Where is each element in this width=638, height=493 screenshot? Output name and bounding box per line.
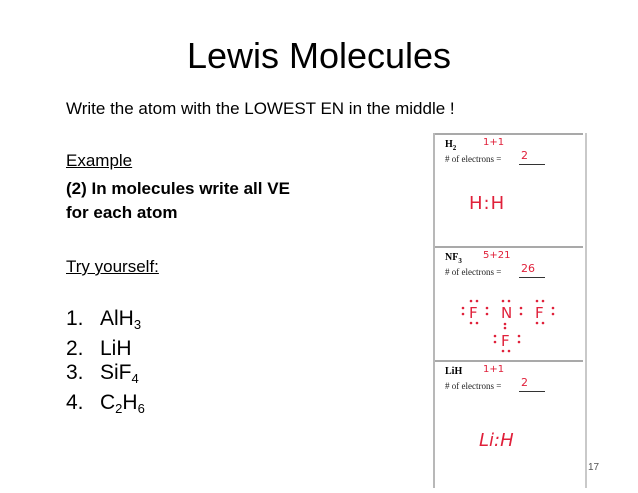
worksheet-formula: $H_2$ — [445, 139, 457, 152]
electrons-value: 2 — [521, 376, 528, 389]
worksheet-box-nf3 — [435, 246, 583, 361]
list-item — [66, 307, 145, 337]
fluorine-right: F — [535, 304, 544, 322]
formula: $C_2H_6$ — [100, 391, 145, 416]
electrons-label: # of electrons = — [445, 267, 502, 277]
exercise-list — [66, 307, 145, 421]
lewis-structure-h2: H:H — [469, 193, 506, 214]
electrons-label: # of electrons = — [445, 154, 502, 164]
handwritten-note: 1+1 — [483, 137, 505, 148]
slide-title: Lewis Molecules — [186, 35, 452, 76]
nitrogen-center: N — [501, 304, 513, 322]
formula: LiH — [100, 337, 132, 360]
list-item — [66, 337, 145, 361]
fluorine-left: F — [469, 304, 478, 322]
instruction-text: Write the atom with the LOWEST EN in the middle ! — [66, 99, 455, 118]
worksheet-box-h2 — [435, 133, 583, 247]
example-line-2: for each atom — [66, 203, 178, 222]
list-number: 1. — [66, 307, 84, 330]
lewis-structure-lih: Li:H — [479, 430, 514, 451]
handwritten-note: 1+1 — [483, 364, 505, 375]
answer-underline — [519, 277, 545, 278]
list-item — [66, 361, 145, 391]
answer-underline — [519, 391, 545, 392]
lewis-structure-nf3 — [455, 288, 565, 358]
example-label: Example — [66, 151, 133, 170]
handwritten-note: 5+21 — [483, 250, 511, 261]
page-number: 17 — [588, 462, 600, 473]
list-item — [66, 391, 145, 421]
formula: AlH$_3$ — [100, 307, 142, 332]
example-line-1: (2) In molecules write all VE — [66, 179, 290, 198]
list-number: 3. — [66, 361, 84, 384]
answer-underline — [519, 164, 545, 165]
electrons-value: 2 — [521, 149, 528, 162]
worksheet-image — [433, 133, 587, 488]
list-number: 4. — [66, 391, 84, 414]
electrons-label: # of electrons = — [445, 381, 502, 391]
electrons-value: 26 — [521, 262, 535, 275]
example-text — [66, 177, 290, 225]
try-yourself-label: Try yourself: — [66, 257, 159, 276]
fluorine-bottom: F — [501, 332, 510, 350]
list-number: 2. — [66, 337, 84, 360]
worksheet-formula: $NF_3$ — [445, 252, 462, 265]
worksheet-box-lih — [435, 360, 583, 490]
formula: SiF$_4$ — [100, 361, 139, 386]
worksheet-formula: LiH — [445, 366, 463, 377]
